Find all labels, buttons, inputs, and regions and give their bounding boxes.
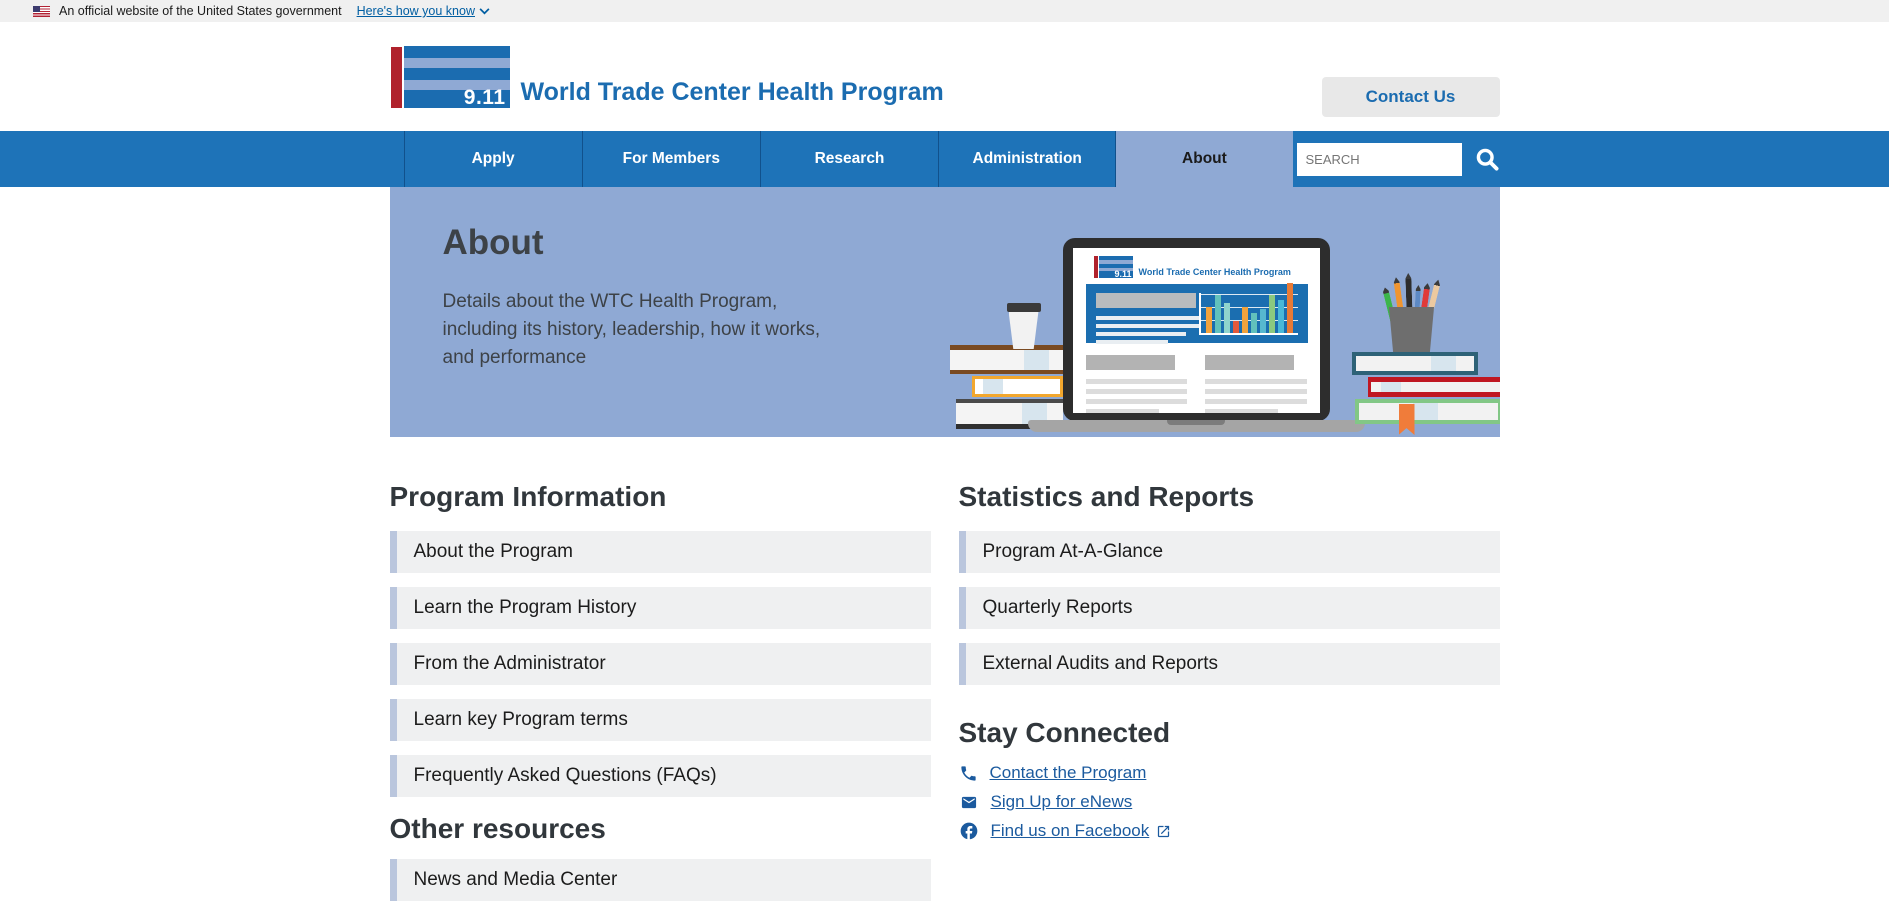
site-header [0, 22, 1889, 131]
bookmark-ribbon [1399, 404, 1415, 435]
book-illustration [972, 376, 1063, 397]
left-column [390, 437, 931, 911]
list-item[interactable]: Learn key Program terms [390, 699, 931, 741]
pencil-holder-illustration [1388, 307, 1436, 354]
mini-site-title: World Trade Center Health Program [1138, 267, 1291, 277]
list-item[interactable]: From the Administrator [390, 643, 931, 685]
external-link-icon [1156, 824, 1171, 839]
coffee-cup-illustration [1007, 303, 1041, 349]
wtc-flag-logo-icon [391, 46, 510, 108]
nav-tab-administration[interactable]: Administration [938, 131, 1116, 187]
section-heading-stay-connected: Stay Connected [958, 717, 1171, 748]
phone-icon [959, 764, 978, 783]
book-illustration [1352, 352, 1478, 375]
section-heading-statistics-reports: Statistics and Reports [958, 481, 1255, 512]
book-illustration [1355, 399, 1500, 424]
page-description: Details about the WTC Health Program, including its history, leadership, how it works, and performance [442, 291, 821, 368]
nav-tab-research[interactable]: Research [760, 131, 938, 187]
laptop-screen [1073, 248, 1320, 413]
mini-chart-bar [1233, 321, 1239, 333]
section-heading-program-information: Program Information [389, 481, 667, 512]
mini-chart-bar [1251, 313, 1257, 333]
laptop-base [1028, 420, 1365, 432]
right-column [959, 437, 1500, 911]
mini-bar-chart [1199, 293, 1298, 335]
us-flag-icon [33, 6, 50, 17]
chevron-down-icon [479, 8, 490, 15]
sign-up-enews-link[interactable]: Sign Up for eNews [990, 792, 1133, 811]
logo-badge: 9.11 [463, 86, 506, 109]
primary-navbar [0, 131, 1889, 187]
page-title: About [442, 223, 544, 262]
mini-chart-bar [1278, 300, 1284, 333]
mini-chart-bar [1215, 295, 1221, 333]
heres-how-you-know-link[interactable]: Here's how you know [357, 4, 490, 18]
search-button[interactable] [1475, 147, 1500, 172]
contact-the-program-link[interactable]: Contact the Program [989, 763, 1147, 782]
site-logo[interactable] [391, 46, 944, 108]
mini-chart-bar [1224, 303, 1230, 333]
connect-link-row [959, 792, 1500, 812]
list-item[interactable]: External Audits and Reports [959, 643, 1500, 685]
mini-chart-bar [1269, 295, 1275, 333]
nav-tab-apply[interactable]: Apply [404, 131, 582, 187]
search-icon [1475, 147, 1500, 172]
envelope-icon [959, 794, 979, 811]
program-information-list [390, 531, 931, 797]
contact-us-button[interactable]: Contact Us [1322, 77, 1500, 117]
statistics-reports-list [959, 531, 1500, 685]
list-item[interactable]: News and Media Center [390, 859, 931, 901]
hero-banner [390, 187, 1500, 437]
site-title: World Trade Center Health Program [520, 78, 944, 106]
connect-link-row [959, 763, 1500, 783]
laptop-illustration [1063, 238, 1330, 421]
nav-tab-for-members[interactable]: For Members [582, 131, 760, 187]
list-item[interactable]: Quarterly Reports [959, 587, 1500, 629]
book-illustration [950, 345, 1063, 374]
mini-banner [1086, 284, 1308, 343]
list-item[interactable]: Frequently Asked Questions (FAQs) [390, 755, 931, 797]
find-us-on-facebook-link[interactable]: Find us on Facebook [991, 821, 1172, 841]
search-input[interactable] [1297, 143, 1462, 176]
gov-banner [0, 0, 1889, 22]
mini-chart-bar [1242, 307, 1248, 333]
mini-wtc-logo-icon: 9.11 [1099, 256, 1133, 278]
book-illustration [1368, 377, 1500, 397]
list-item[interactable]: About the Program [390, 531, 931, 573]
mini-chart-bar [1260, 309, 1266, 333]
connect-link-row [959, 821, 1500, 841]
list-item[interactable]: Program At-A-Glance [959, 531, 1500, 573]
nav-tab-about[interactable]: About [1116, 131, 1292, 187]
mini-chart-bar [1206, 307, 1212, 333]
mini-chart-bar [1287, 283, 1293, 333]
list-item[interactable]: Learn the Program History [390, 587, 931, 629]
gov-banner-text: An official website of the United States government [59, 4, 342, 18]
other-resources-list [390, 859, 931, 901]
facebook-icon [959, 821, 979, 841]
section-heading-other-resources: Other resources [389, 813, 606, 844]
